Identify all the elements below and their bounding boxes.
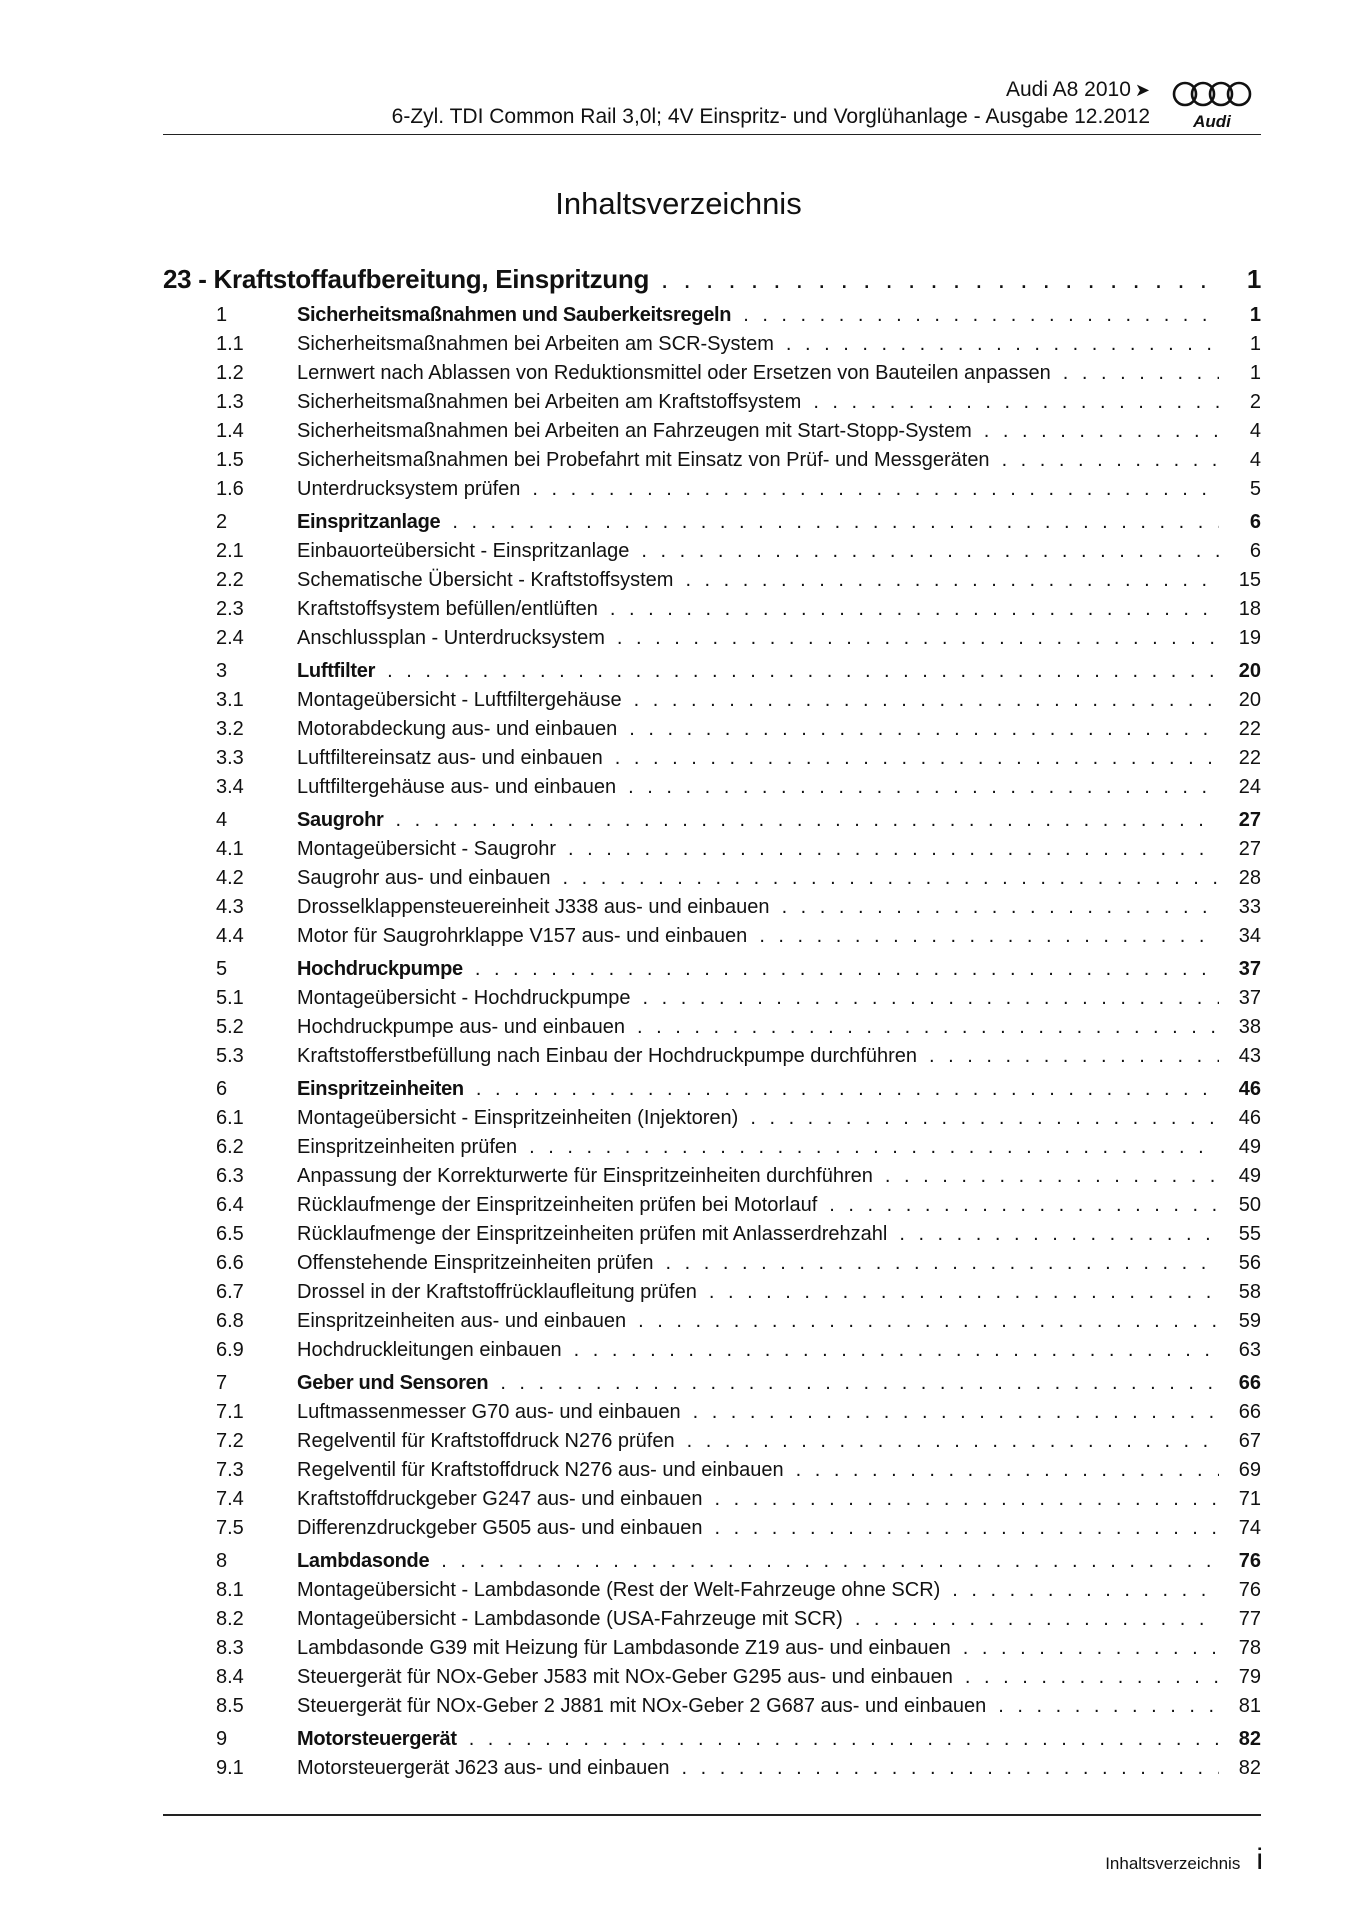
toc-subsection-row[interactable] [163,925,1261,954]
toc-leader-dots [685,569,1219,592]
toc-leader-dots [529,1136,1219,1159]
toc-entry-number: 6.4 [216,1194,244,1216]
toc-leader-dots [984,420,1219,443]
toc-leader-dots [899,1223,1219,1246]
toc-entry-title: Anpassung der Korrekturwerte für Einspritzeinheiten durchführen [297,1165,873,1187]
toc-section-row[interactable] [163,304,1261,333]
toc-entry-page: 37 [1238,958,1261,980]
toc-entry-number: 1.1 [216,333,244,355]
toc-entry-title: Sicherheitsmaßnahmen bei Probefahrt mit Einsatz von Prüf- und Messgeräten [297,449,990,471]
next-arrow-icon: ➤ [1134,80,1150,100]
toc-entry-title: Einspritzeinheiten prüfen [297,1136,518,1158]
toc-entry-title: Kraftstoffdruckgeber G247 aus- und einbauen [297,1488,703,1510]
toc-entry-number: 3.4 [216,776,244,798]
toc-leader-dots [661,264,1219,295]
toc-entry-title: Saugrohr [297,809,384,831]
toc-section-row[interactable] [163,958,1261,987]
toc-leader-dots [743,304,1219,327]
toc-entry-title: Hochdruckpumpe [297,958,463,980]
toc-subsection-row[interactable] [163,1339,1261,1368]
toc-leader-dots [475,958,1219,981]
toc-subsection-row[interactable] [163,333,1261,362]
toc-leader-dots [628,776,1219,799]
toc-entry-title: Differenzdruckgeber G505 aus- und einbauen [297,1517,703,1539]
toc-subsection-row[interactable] [163,776,1261,805]
toc-entry-title: Luftfilter [297,660,376,682]
toc-subsection-row[interactable] [163,1136,1261,1165]
toc-entry-number: 6.6 [216,1252,244,1274]
table-of-contents [163,264,1261,1786]
toc-section-row[interactable] [163,1372,1261,1401]
toc-entry-title: Drosselklappensteuereinheit J338 aus- und einbauen [297,896,770,918]
toc-entry-number: 5.1 [216,987,244,1009]
toc-entry-number: 5.2 [216,1016,244,1038]
toc-entry-page: 49 [1238,1136,1261,1158]
toc-entry-page: 2 [1249,391,1261,413]
toc-entry-page: 58 [1238,1281,1261,1303]
toc-entry-title: Kraftstoffsystem befüllen/entlüften [297,598,598,620]
toc-subsection-row[interactable] [163,747,1261,776]
toc-subsection-row[interactable] [163,1488,1261,1517]
toc-subsection-row[interactable] [163,689,1261,718]
toc-entry-page: 20 [1238,689,1261,711]
toc-subsection-row[interactable] [163,1579,1261,1608]
toc-entry-title: Lambdasonde [297,1550,430,1572]
toc-entry-title: Luftfiltereinsatz aus- und einbauen [297,747,603,769]
toc-entry-title: Regelventil für Kraftstoffdruck N276 prüfen [297,1430,675,1452]
toc-entry-title: Montageübersicht - Luftfiltergehäuse [297,689,622,711]
toc-entry-page: 4 [1249,449,1261,471]
toc-entry-page: 71 [1238,1488,1261,1510]
toc-subsection-row[interactable] [163,569,1261,598]
toc-section-row[interactable] [163,1550,1261,1579]
toc-entry-title: Regelventil für Kraftstoffdruck N276 aus- und einbauen [297,1459,784,1481]
toc-leader-dots [681,1757,1219,1780]
toc-entry-number: 1.4 [216,420,244,442]
toc-entry-title: Montageübersicht - Einspritzeinheiten (Injektoren) [297,1107,739,1129]
toc-entry-number: 5 [216,958,228,980]
toc-leader-dots [759,925,1219,948]
toc-entry-page: 77 [1238,1608,1261,1630]
toc-entry-page: 67 [1238,1430,1261,1452]
toc-entry-number: 7.2 [216,1430,244,1452]
header-subtitle: 6-Zyl. TDI Common Rail 3,0l; 4V Einspritz- und Vorglühanlage - Ausgabe 12.2012 [391,105,1150,128]
toc-entry-number: 8.4 [216,1666,244,1688]
toc-subsection-row[interactable] [163,1430,1261,1459]
toc-entry-title: Saugrohr aus- und einbauen [297,867,551,889]
toc-entry-title: Einspritzanlage [297,511,441,533]
toc-leader-dots [666,1252,1219,1275]
toc-entry-number: 9 [216,1728,228,1750]
toc-entry-page: 20 [1238,660,1261,682]
toc-entry-number: 9.1 [216,1757,244,1779]
toc-entry-page: 6 [1249,511,1261,533]
logo-wordmark: Audi [1193,112,1231,131]
toc-entry-number: 7.3 [216,1459,244,1481]
toc-leader-dots [709,1281,1219,1304]
toc-subsection-row[interactable] [163,449,1261,478]
toc-entry-number: 3.1 [216,689,244,711]
toc-entry-page: 79 [1238,1666,1261,1688]
header-model-line [330,78,1150,102]
toc-subsection-row[interactable] [163,478,1261,507]
toc-entry-title: Einspritzeinheiten [297,1078,464,1100]
toc-entry-page: 1 [1249,362,1261,384]
toc-subsection-row[interactable] [163,1223,1261,1252]
toc-entry-number: 5.3 [216,1045,244,1067]
toc-subsection-row[interactable] [163,391,1261,420]
toc-entry-page: 59 [1238,1310,1261,1332]
toc-entry-number: 6 [216,1078,228,1100]
toc-entry-title: Sicherheitsmaßnahmen und Sauberkeitsregeln [297,304,732,326]
toc-chapter-title: 23 - Kraftstoffaufbereitung, Einspritzung [163,264,650,294]
toc-entry-number: 1.3 [216,391,244,413]
toc-entry-number: 8.3 [216,1637,244,1659]
toc-entry-page: 76 [1238,1579,1261,1601]
toc-entry-title: Luftfiltergehäuse aus- und einbauen [297,776,617,798]
toc-entry-title: Steuergerät für NOx-Geber J583 mit NOx-Geber G295 aus- und einbauen [297,1666,953,1688]
toc-entry-number: 4.4 [216,925,244,947]
toc-entry-page: 24 [1238,776,1261,798]
toc-subsection-row[interactable] [163,1252,1261,1281]
toc-subsection-row[interactable] [163,598,1261,627]
toc-entry-title: Lernwert nach Ablassen von Reduktionsmittel oder Ersetzen von Bauteilen anpassen [297,362,1051,384]
page-header [330,78,1150,130]
page-footer [1105,1843,1263,1877]
toc-leader-dots [782,896,1219,919]
toc-entry-page: 74 [1238,1517,1261,1539]
toc-entry-number: 8.2 [216,1608,244,1630]
toc-entry-title: Steuergerät für NOx-Geber 2 J881 mit NOx-Geber 2 G687 aus- und einbauen [297,1695,987,1717]
toc-entry-page: 78 [1238,1637,1261,1659]
toc-entry-number: 3 [216,660,228,682]
toc-entry-page: 55 [1238,1223,1261,1245]
toc-leader-dots [634,689,1219,712]
toc-subsection-row[interactable] [163,896,1261,925]
toc-entry-number: 4.1 [216,838,244,860]
toc-entry-page: 46 [1238,1107,1261,1129]
toc-leader-dots [693,1401,1219,1424]
toc-entry-number: 4.3 [216,896,244,918]
toc-entry-page: 56 [1238,1252,1261,1274]
header-model: Audi A8 2010 [1005,78,1131,101]
toc-entry-page: 76 [1238,1550,1261,1572]
toc-subsection-row[interactable] [163,540,1261,569]
toc-entry-title: Geber und Sensoren [297,1372,489,1394]
toc-entry-page: 27 [1238,809,1261,831]
toc-section-row[interactable] [163,1078,1261,1107]
toc-leader-dots [855,1608,1219,1631]
toc-leader-dots [829,1194,1219,1217]
toc-entry-number: 6.9 [216,1339,244,1361]
toc-subsection-row[interactable] [163,1401,1261,1430]
toc-entry-number: 6.1 [216,1107,244,1129]
toc-subsection-row[interactable] [163,1757,1261,1786]
toc-entry-title: Montageübersicht - Lambdasonde (Rest der Welt-Fahrzeuge ohne SCR) [297,1579,941,1601]
toc-entry-page: 37 [1238,987,1261,1009]
toc-entry-number: 6.2 [216,1136,244,1158]
toc-leader-dots [532,478,1219,501]
toc-entry-number: 4.2 [216,867,244,889]
toc-subsection-row[interactable] [163,867,1261,896]
toc-leader-dots [750,1107,1219,1130]
toc-entry-title: Rücklaufmenge der Einspritzeinheiten prüfen mit Anlasserdrehzahl [297,1223,888,1245]
toc-section-row[interactable] [163,660,1261,689]
toc-entry-page: 22 [1238,747,1261,769]
toc-leader-dots [1063,362,1219,385]
toc-leader-dots [929,1045,1219,1068]
toc-subsection-row[interactable] [163,718,1261,747]
toc-subsection-row[interactable] [163,838,1261,867]
toc-entry-number: 2 [216,511,228,533]
toc-leader-dots [687,1430,1219,1453]
toc-leader-dots [1002,449,1219,472]
toc-entry-page: 82 [1238,1757,1261,1779]
toc-entry-page: 19 [1238,627,1261,649]
toc-entry-title: Montageübersicht - Hochdruckpumpe [297,987,631,1009]
toc-entry-title: Hochdruckleitungen einbauen [297,1339,562,1361]
toc-subsection-row[interactable] [163,987,1261,1016]
toc-leader-dots [396,809,1220,832]
toc-leader-dots [885,1165,1219,1188]
toc-entry-page: 28 [1238,867,1261,889]
toc-entry-page: 63 [1238,1339,1261,1361]
toc-entry-page: 1 [1249,304,1261,326]
toc-entry-title: Motorsteuergerät J623 aus- und einbauen [297,1757,670,1779]
toc-entry-title: Einbauorteübersicht - Einspritzanlage [297,540,630,562]
toc-entry-title: Montageübersicht - Lambdasonde (USA-Fahrzeuge mit SCR) [297,1608,843,1630]
toc-chapter-row[interactable] [163,264,1261,300]
toc-subsection-row[interactable] [163,1517,1261,1546]
footer-page-number: i [1256,1843,1263,1876]
toc-leader-dots [452,511,1219,534]
toc-entry-number: 4 [216,809,228,831]
toc-entry-page: 66 [1238,1372,1261,1394]
toc-leader-dots [714,1488,1219,1511]
toc-entry-page: 15 [1238,569,1261,591]
toc-entry-page: 18 [1238,598,1261,620]
footer-title: Inhaltsverzeichnis [1105,1854,1241,1873]
toc-subsection-row[interactable] [163,1695,1261,1724]
toc-entry-page: 46 [1238,1078,1261,1100]
toc-leader-dots [563,867,1219,890]
toc-leader-dots [568,838,1219,861]
toc-subsection-row[interactable] [163,1165,1261,1194]
toc-entry-number: 7.4 [216,1488,244,1510]
toc-entry-page: 5 [1249,478,1261,500]
toc-entry-title: Sicherheitsmaßnahmen bei Arbeiten an Fahrzeugen mit Start-Stopp-System [297,420,972,442]
toc-entry-page: 33 [1238,896,1261,918]
toc-entry-title: Offenstehende Einspritzeinheiten prüfen [297,1252,654,1274]
toc-entry-title: Schematische Übersicht - Kraftstoffsystem [297,569,674,591]
toc-leader-dots [615,747,1219,770]
toc-entry-number: 3.2 [216,718,244,740]
header-divider [163,134,1261,135]
toc-entry-title: Kraftstofferstbefüllung nach Einbau der Hochdruckpumpe durchführen [297,1045,918,1067]
toc-leader-dots [637,1016,1219,1039]
toc-section-row[interactable] [163,809,1261,838]
toc-entry-page: 38 [1238,1016,1261,1038]
toc-entry-number: 7.1 [216,1401,244,1423]
toc-entry-number: 6.7 [216,1281,244,1303]
toc-leader-dots [796,1459,1219,1482]
toc-subsection-row[interactable] [163,1637,1261,1666]
toc-leader-dots [965,1666,1219,1689]
toc-entry-title: Unterdrucksystem prüfen [297,478,521,500]
toc-section-row[interactable] [163,511,1261,540]
toc-subsection-row[interactable] [163,1459,1261,1488]
toc-entry-title: Rücklaufmenge der Einspritzeinheiten prüfen bei Motorlauf [297,1194,818,1216]
page-title: Inhaltsverzeichnis [555,186,802,221]
toc-entry-page: 50 [1238,1194,1261,1216]
toc-entry-page: 1 [1249,333,1261,355]
toc-leader-dots [469,1728,1219,1751]
toc-entry-title: Lambdasonde G39 mit Heizung für Lambdasonde Z19 aus- und einbauen [297,1637,951,1659]
audi-logo-icon [1170,78,1258,134]
toc-leader-dots [714,1517,1219,1540]
toc-entry-title: Sicherheitsmaßnahmen bei Arbeiten am Kraftstoffsystem [297,391,802,413]
toc-leader-dots [643,987,1219,1010]
toc-entry-number: 1 [216,304,228,326]
toc-leader-dots [629,718,1219,741]
toc-entry-title: Motorabdeckung aus- und einbauen [297,718,618,740]
toc-leader-dots [441,1550,1219,1573]
toc-leader-dots [617,627,1219,650]
toc-entry-page: 66 [1238,1401,1261,1423]
toc-entry-number: 2.1 [216,540,244,562]
toc-entry-page: 4 [1249,420,1261,442]
toc-chapter-page: 1 [1246,264,1261,294]
toc-entry-number: 6.3 [216,1165,244,1187]
toc-entry-page: 81 [1238,1695,1261,1717]
toc-entry-number: 1.5 [216,449,244,471]
toc-entry-number: 2.4 [216,627,244,649]
toc-entry-page: 69 [1238,1459,1261,1481]
toc-subsection-row[interactable] [163,1666,1261,1695]
toc-entry-page: 43 [1238,1045,1261,1067]
toc-entry-number: 3.3 [216,747,244,769]
toc-sections [163,304,1261,1786]
toc-leader-dots [641,540,1219,563]
toc-subsection-row[interactable] [163,627,1261,656]
footer-divider [163,1814,1261,1816]
toc-entry-title: Drossel in der Kraftstoffrücklaufleitung prüfen [297,1281,697,1303]
toc-entry-page: 22 [1238,718,1261,740]
toc-leader-dots [638,1310,1219,1333]
toc-entry-title: Luftmassenmesser G70 aus- und einbauen [297,1401,681,1423]
toc-leader-dots [813,391,1219,414]
toc-leader-dots [998,1695,1219,1718]
toc-entry-page: 49 [1238,1165,1261,1187]
toc-subsection-row[interactable] [163,1194,1261,1223]
toc-entry-page: 82 [1238,1728,1261,1750]
toc-subsection-row[interactable] [163,420,1261,449]
toc-entry-title: Motorsteuergerät [297,1728,457,1750]
toc-entry-page: 27 [1238,838,1261,860]
toc-entry-title: Motor für Saugrohrklappe V157 aus- und einbauen [297,925,748,947]
toc-leader-dots [476,1078,1219,1101]
toc-entry-number: 7 [216,1372,228,1394]
toc-subsection-row[interactable] [163,362,1261,391]
toc-subsection-row[interactable] [163,1016,1261,1045]
toc-entry-page: 6 [1249,540,1261,562]
toc-section-row[interactable] [163,1728,1261,1757]
toc-subsection-row[interactable] [163,1608,1261,1637]
toc-leader-dots [786,333,1219,356]
toc-leader-dots [387,660,1219,683]
toc-entry-title: Montageübersicht - Saugrohr [297,838,557,860]
toc-entry-number: 7.5 [216,1517,244,1539]
toc-leader-dots [963,1637,1219,1660]
toc-entry-number: 8.5 [216,1695,244,1717]
toc-entry-number: 2.3 [216,598,244,620]
toc-leader-dots [610,598,1219,621]
toc-entry-number: 6.5 [216,1223,244,1245]
toc-leader-dots [500,1372,1219,1395]
toc-entry-number: 8 [216,1550,228,1572]
toc-entry-number: 1.2 [216,362,244,384]
toc-entry-number: 2.2 [216,569,244,591]
toc-leader-dots [952,1579,1219,1602]
toc-subsection-row[interactable] [163,1045,1261,1074]
toc-entry-page: 34 [1238,925,1261,947]
toc-subsection-row[interactable] [163,1310,1261,1339]
toc-entry-number: 6.8 [216,1310,244,1332]
toc-entry-title: Anschlussplan - Unterdrucksystem [297,627,605,649]
toc-entry-number: 1.6 [216,478,244,500]
toc-entry-number: 8.1 [216,1579,244,1601]
toc-leader-dots [574,1339,1219,1362]
toc-entry-title: Hochdruckpumpe aus- und einbauen [297,1016,625,1038]
toc-entry-title: Einspritzeinheiten aus- und einbauen [297,1310,627,1332]
toc-subsection-row[interactable] [163,1281,1261,1310]
toc-subsection-row[interactable] [163,1107,1261,1136]
toc-entry-title: Sicherheitsmaßnahmen bei Arbeiten am SCR-System [297,333,774,355]
